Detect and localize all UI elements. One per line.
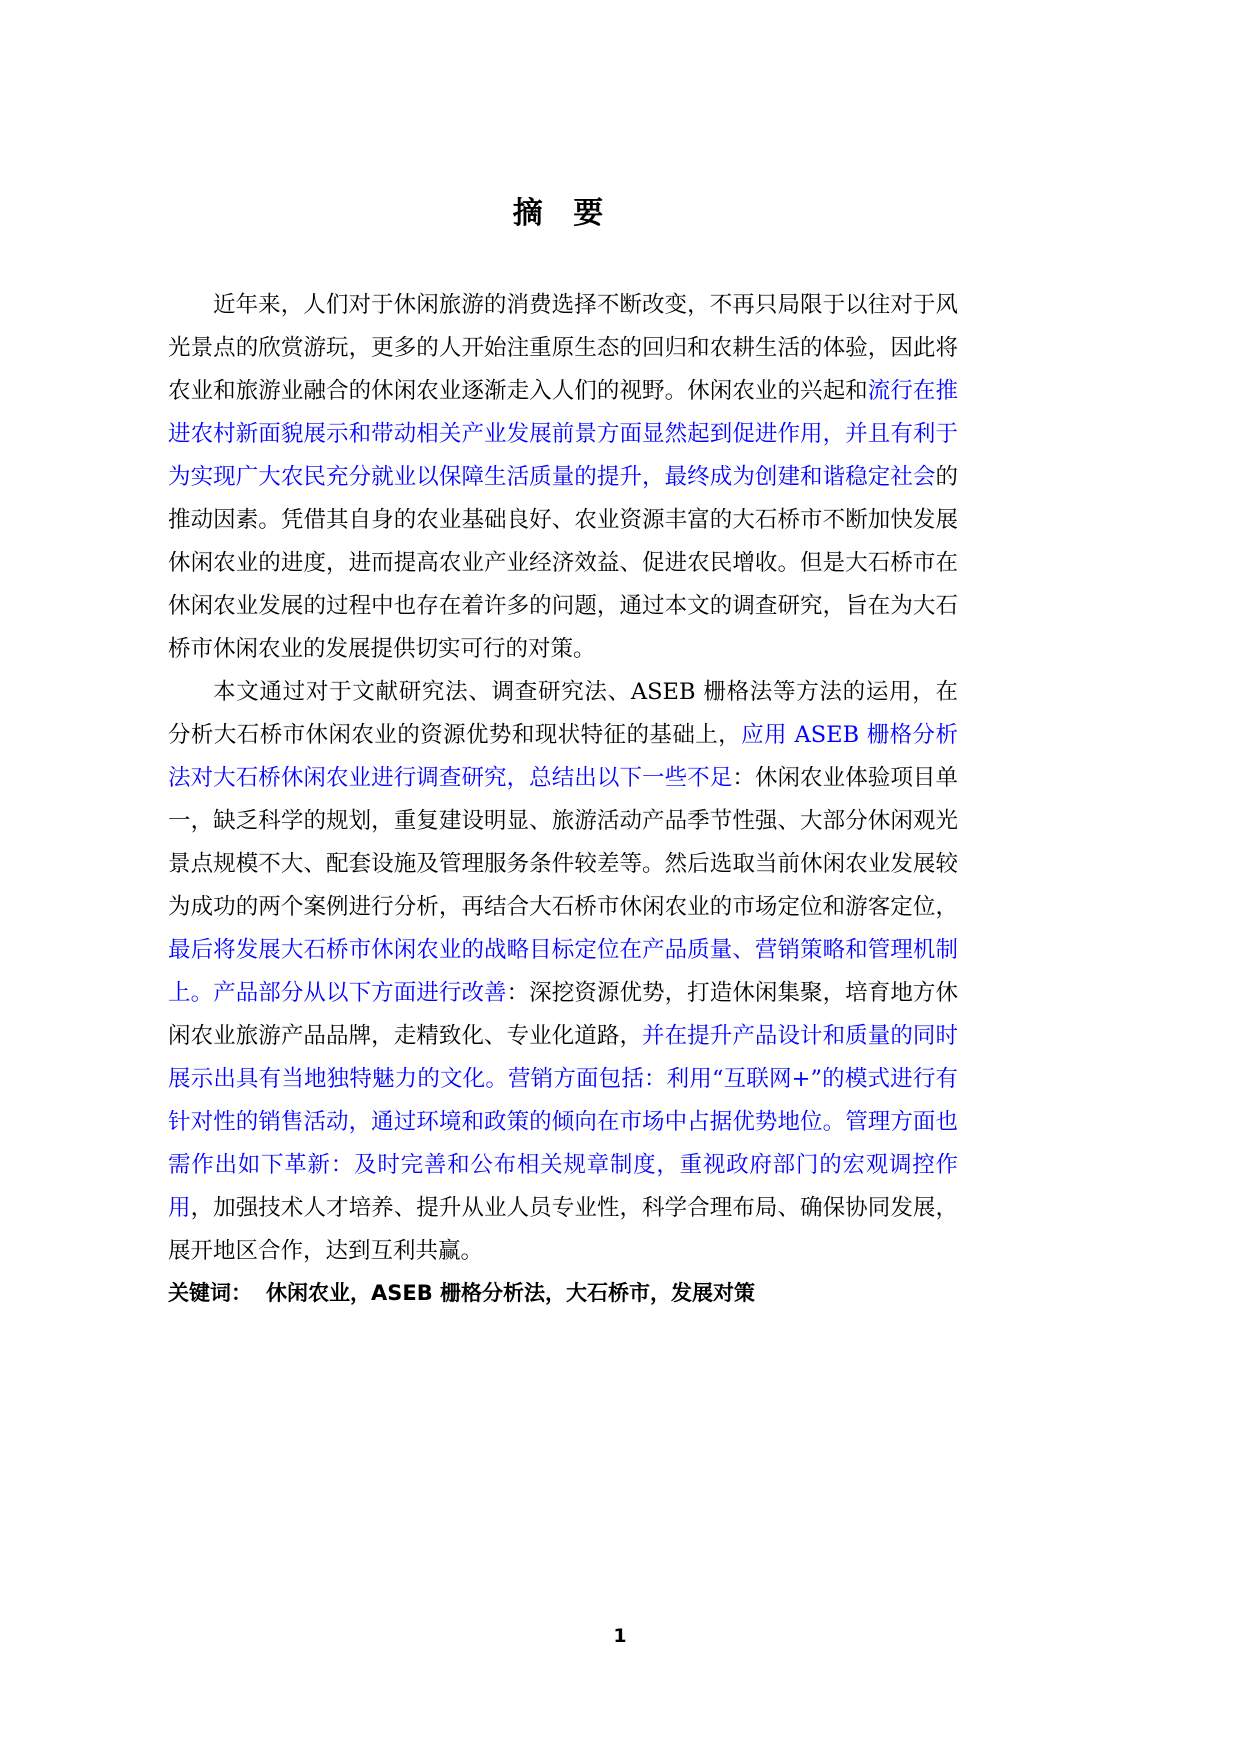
text-run-highlighted: 并在提升产品设计和质量的同时展示出具有当地独特魅力的文化。营销方面包括：利用“互联网+”的模式进行有针对性的销售活动，通过环境和政策的倾向在市场中占据优势地位。管理方面也需作出如下革新：及时完善和公布相关规章制度，重视政府部门的宏观调控作用 bbox=[168, 1023, 958, 1221]
keywords-line bbox=[168, 1273, 958, 1313]
text-run: ，加强技术人才培养、提升从业人员专业性，科学合理布局、确保协同发展，展开地区合作，达到互利共赢。 bbox=[168, 1195, 958, 1264]
text-run-highlighted: 最后将发展大石桥市休闲农业的战略目标定位在产品质量、营销策略和管理机制上。产品部分从以下方面进行改善 bbox=[168, 937, 958, 1006]
abstract-paragraph-1 bbox=[168, 284, 958, 671]
abstract-paragraph-2 bbox=[168, 671, 958, 1273]
keywords-label: 关键词： bbox=[168, 1281, 252, 1305]
text-run-highlighted: 应用 ASEB 栅格分析法对大石桥休闲农业进行调查研究，总结出以下一些不足 bbox=[168, 722, 958, 791]
text-run: ：休闲农业体验项目单一，缺乏科学的规划，重复建设明显、旅游活动产品季节性强、大部分休闲观光景点规模不大、配套设施及管理服务条件较差等。然后选取当前休闲农业发展较为成功的两个案例进行分析，再结合大石桥市休闲农业的市场定位和游客定位， bbox=[168, 765, 958, 920]
text-run: ：深挖资源优势，打造休闲集聚，培育地方休闲农业旅游产品品牌，走精致化、专业化道路， bbox=[168, 980, 958, 1049]
text-run: 近年来，人们对于休闲旅游的消费选择不断改变，不再只局限于以往对于风光景点的欣赏游玩，更多的人开始注重原生态的回归和农耕生活的体验，因此将农业和旅游业融合的休闲农业逐渐走入人们的视野。休闲农业的兴起和 bbox=[168, 292, 958, 404]
keywords-value: 休闲农业，ASEB 栅格分析法，大石桥市，发展对策 bbox=[266, 1281, 756, 1305]
text-run: 本文通过对于文献研究法、调查研究法、ASEB 栅格法等方法的运用，在分析大石桥市休闲农业的资源优势和现状特征的基础上， bbox=[168, 679, 958, 748]
page-content bbox=[168, 188, 958, 1313]
text-run: 的推动因素。凭借其自身的农业基础良好、农业资源丰富的大石桥市不断加快发展休闲农业的进度，进而提高农业产业经济效益、促进农民增收。但是大石桥市在休闲农业发展的过程中也存在着许多的问题，通过本文的调查研究，旨在为大石桥市休闲农业的发展提供切实可行的对策。 bbox=[168, 464, 958, 662]
page-number: 1 bbox=[613, 1625, 627, 1647]
text-run-highlighted: 流行在推进农村新面貌展示和带动相关产业发展前景方面显然起到促进作用，并且有利于为实现广大农民充分就业以保障生活质量的提升，最终成为创建和谐稳定社会 bbox=[168, 378, 958, 490]
page-title: 摘 要 bbox=[512, 196, 614, 231]
